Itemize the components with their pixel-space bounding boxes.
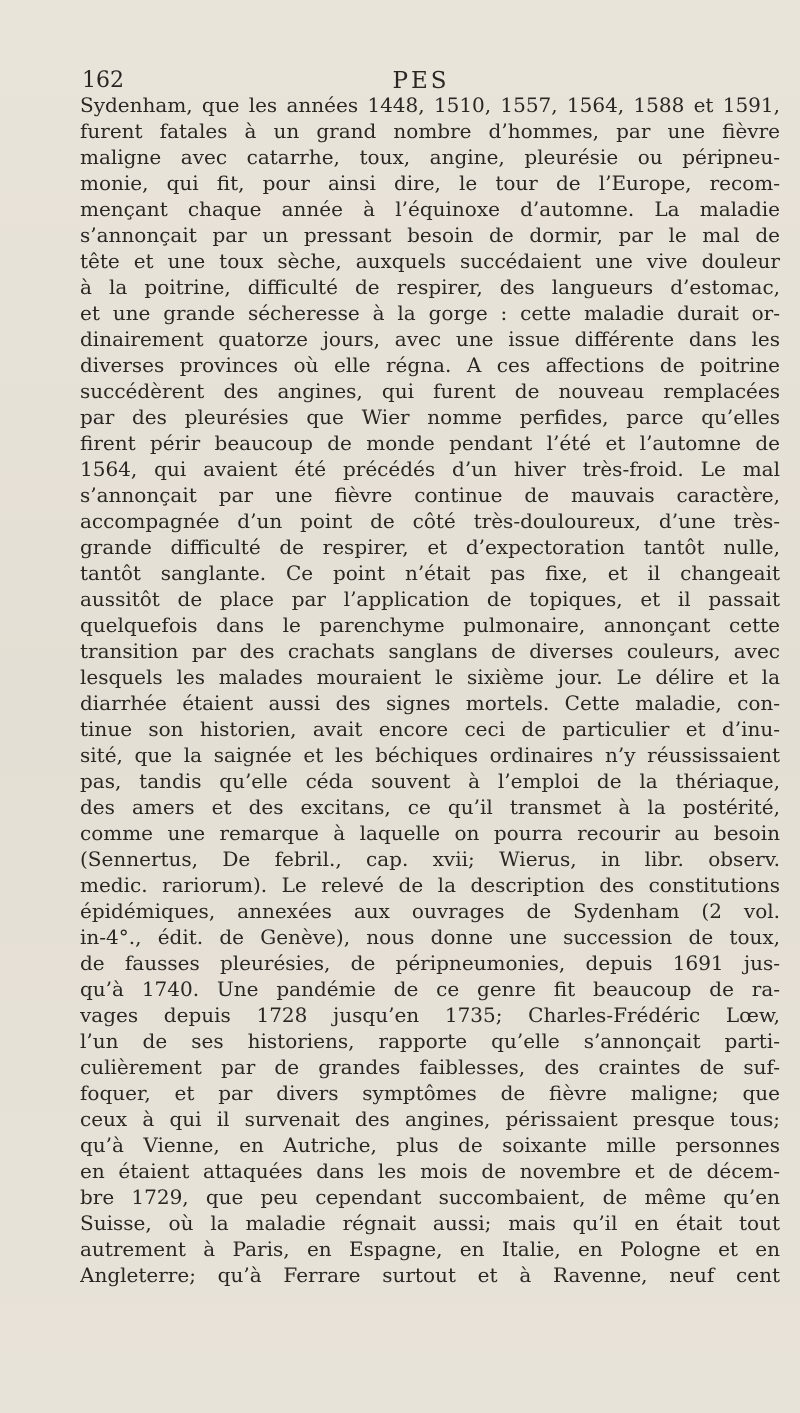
text-line: et une grande sécheresse à la gorge : cette maladie durait or- [80,301,780,325]
text-line: dinairement quatorze jours, avec une issue différente dans les [80,327,780,351]
text-line: vages depuis 1728 jusqu’en 1735; Charles-Frédéric Lœw, [80,1003,780,1027]
text-line: comme une remarque à laquelle on pourra recourir au besoin [80,821,780,845]
text-line: sité, que la saignée et les béchiques ordinaires n’y réussissaient [80,743,780,767]
text-line: diarrhée étaient aussi des signes mortels. Cette maladie, con- [80,691,780,715]
text-line: tête et une toux sèche, auxquels succédaient une vive douleur [80,249,780,273]
text-line: transition par des crachats sanglans de diverses couleurs, avec [80,639,780,663]
text-line: culièrement par de grandes faiblesses, des craintes de suf- [80,1055,780,1079]
text-line: à la poitrine, difficulté de respirer, des langueurs d’estomac, [80,275,780,299]
text-line: maligne avec catarrhe, toux, angine, pleurésie ou péripneu- [80,145,780,169]
text-line: des amers et des excitans, ce qu’il transmet à la postérité, [80,795,780,819]
text-line: quelquefois dans le parenchyme pulmonaire, annonçant cette [80,613,780,637]
text-line: l’un de ses historiens, rapporte qu’elle s’annonçait parti- [80,1029,780,1053]
text-line: en étaient attaquées dans les mois de novembre et de décem- [80,1159,780,1183]
text-line: pas, tandis qu’elle céda souvent à l’emploi de la thériaque, [80,769,780,793]
body-text [80,92,780,1288]
text-line: succédèrent des angines, qui furent de nouveau remplacées [80,379,780,403]
text-line: (Sennertus, De febril., cap. xvii; Wierus, in libr. observ. [80,847,780,871]
text-line: foquer, et par divers symptômes de fièvre maligne; que [80,1081,780,1105]
text-line: aussitôt de place par l’application de topiques, et il passait [80,587,780,611]
page-number: 162 [82,68,124,93]
text-line: Suisse, où la maladie régnait aussi; mais qu’il en était tout [80,1211,780,1235]
text-line: lesquels les malades mouraient le sixième jour. Le délire et la [80,665,780,689]
text-line: s’annonçait par une fièvre continue de mauvais caractère, [80,483,780,507]
text-line: furent fatales à un grand nombre d’hommes, par une fièvre [80,119,780,143]
text-line: tantôt sanglante. Ce point n’était pas fixe, et il changeait [80,561,780,585]
text-line: firent périr beaucoup de monde pendant l’été et l’automne de [80,431,780,455]
text-line: par des pleurésies que Wier nomme perfides, parce qu’elles [80,405,780,429]
text-line: Angleterre; qu’à Ferrare surtout et à Ravenne, neuf cent [80,1263,780,1287]
text-line: épidémiques, annexées aux ouvrages de Sydenham (2 vol. [80,899,780,923]
text-line: de fausses pleurésies, de péripneumonies, depuis 1691 jus- [80,951,780,975]
text-line: diverses provinces où elle régna. A ces affections de poitrine [80,353,780,377]
text-line: in-4°., édit. de Genève), nous donne une succession de toux, [80,925,780,949]
text-line: bre 1729, que peu cependant succombaient, de même qu’en [80,1185,780,1209]
text-line: Sydenham, que les années 1448, 1510, 1557, 1564, 1588 et 1591, [80,93,780,117]
text-line: 1564, qui avaient été précédés d’un hiver très-froid. Le mal [80,457,780,481]
text-line: monie, qui fit, pour ainsi dire, le tour de l’Europe, recom- [80,171,780,195]
text-line: tinue son historien, avait encore ceci de particulier et d’inu- [80,717,780,741]
text-line: qu’à Vienne, en Autriche, plus de soixante mille personnes [80,1133,780,1157]
text-line: s’annonçait par un pressant besoin de dormir, par le mal de [80,223,780,247]
running-head-title: PES [392,68,450,94]
text-line: accompagnée d’un point de côté très-douloureux, d’une très- [80,509,780,533]
text-line: mençant chaque année à l’équinoxe d’automne. La maladie [80,197,780,221]
text-line: medic. rariorum). Le relevé de la description des constitutions [80,873,780,897]
text-line: ceux à qui il survenait des angines, périssaient presque tous; [80,1107,780,1131]
text-line: qu’à 1740. Une pandémie de ce genre fit beaucoup de ra- [80,977,780,1001]
text-line: autrement à Paris, en Espagne, en Italie, en Pologne et en [80,1237,780,1261]
text-line: grande difficulté de respirer, et d’expectoration tantôt nulle, [80,535,780,559]
